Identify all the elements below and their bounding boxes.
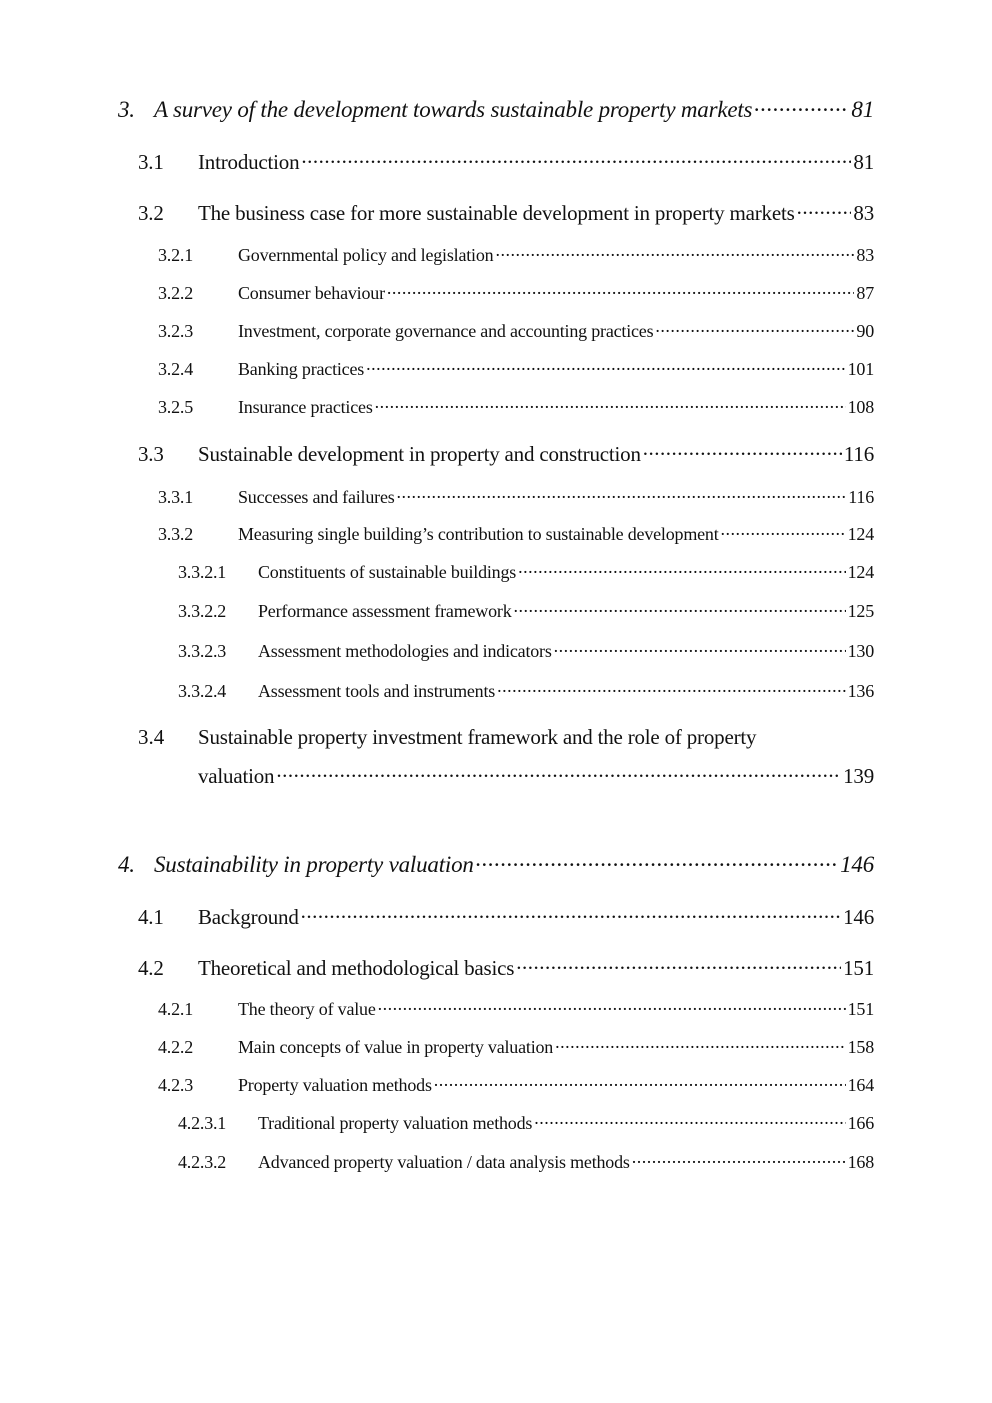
dot-leader — [301, 148, 851, 169]
entry-number: 3.3.2.1 — [178, 562, 227, 582]
entry-page: 130 — [847, 641, 874, 661]
entry-title: Advanced property valuation / data analysis methods — [258, 1152, 630, 1172]
entry-title: Assessment tools and instruments — [258, 681, 496, 701]
dot-leader — [797, 199, 852, 220]
toc-entry-3-3-1[interactable] — [158, 485, 874, 508]
toc-entry-3-3-2-4[interactable] — [178, 679, 874, 702]
entry-page: 81 — [851, 97, 874, 122]
entry-number: 4.1 — [138, 905, 164, 929]
entry-page: 158 — [847, 1037, 874, 1057]
entry-title: Successes and failures — [238, 487, 395, 507]
dot-leader — [721, 522, 846, 540]
dot-leader — [434, 1073, 846, 1091]
entry-title: Insurance practices — [238, 397, 373, 417]
dot-leader — [375, 395, 846, 413]
entry-number: 3.2.5 — [158, 397, 194, 417]
entry-page: 101 — [847, 359, 874, 379]
dot-leader — [497, 679, 846, 697]
entry-title: Property valuation methods — [238, 1075, 432, 1095]
dot-leader — [378, 997, 846, 1015]
entry-title: valuation — [198, 764, 275, 788]
dot-leader — [516, 954, 841, 975]
dot-leader — [643, 440, 842, 461]
entry-title: Introduction — [198, 150, 300, 174]
entry-number: 4.2.3 — [158, 1075, 194, 1095]
toc-entry-3-3-2-3[interactable] — [178, 639, 874, 662]
entry-number: 3.1 — [138, 150, 164, 174]
toc-entry-3-2-4[interactable] — [158, 357, 874, 380]
dot-leader — [555, 1035, 845, 1053]
entry-number: 4.2.2 — [158, 1037, 194, 1057]
entry-title: Measuring single building’s contribution to sustainable development — [238, 524, 719, 544]
entry-number: 3.3 — [138, 442, 164, 466]
entry-number: 3.3.2 — [158, 524, 194, 544]
toc-entry-3-3-2-2[interactable] — [178, 599, 874, 622]
dot-leader — [397, 485, 847, 503]
entry-page: 116 — [843, 442, 874, 466]
entry-number: 4. — [118, 852, 135, 877]
dot-leader — [495, 243, 854, 261]
entry-page: 151 — [843, 956, 874, 980]
toc-entry-chapter-4[interactable] — [118, 849, 874, 878]
entry-number: 3.2 — [138, 201, 164, 225]
toc-entry-chapter-3[interactable] — [118, 94, 874, 123]
entry-number: 3.2.1 — [158, 245, 194, 265]
dot-leader — [387, 281, 855, 299]
entry-title: A survey of the development towards sustainable property markets — [154, 97, 753, 122]
entry-page: 139 — [843, 764, 874, 788]
entry-page: 166 — [847, 1113, 874, 1133]
entry-page: 125 — [847, 601, 874, 621]
dot-leader — [301, 903, 841, 924]
entry-page: 168 — [847, 1152, 874, 1172]
entry-number: 4.2.3.1 — [178, 1113, 227, 1133]
entry-page: 164 — [847, 1075, 874, 1095]
toc-entry-3-2-1[interactable] — [158, 243, 874, 266]
toc-entry-3-4-number: 3.4 — [138, 725, 165, 749]
toc-entry-3-1[interactable] — [138, 148, 874, 175]
toc-entry-4-2-3[interactable] — [158, 1073, 874, 1096]
entry-title: Constituents of sustainable buildings — [258, 562, 517, 582]
entry-title: Assessment methodologies and indicators — [258, 641, 552, 661]
entry-title: Performance assessment framework — [258, 601, 512, 621]
entry-page: 83 — [856, 245, 874, 265]
entry-title: Traditional property valuation methods — [258, 1113, 533, 1133]
toc-entry-3-2-2[interactable] — [158, 281, 874, 304]
entry-page: 136 — [847, 681, 874, 701]
entry-title: The business case for more sustainable development in property markets — [198, 201, 795, 225]
toc-entry-4-2-2[interactable] — [158, 1035, 874, 1058]
dot-leader — [754, 94, 849, 117]
entry-page: 83 — [853, 201, 874, 225]
entry-page: 146 — [843, 905, 874, 929]
toc-entry-3-2-5[interactable] — [158, 395, 874, 418]
toc-entry-4-2-1[interactable] — [158, 997, 874, 1020]
toc-entry-3-4[interactable] — [198, 762, 874, 789]
toc-entry-3-2-3[interactable] — [158, 319, 874, 342]
entry-title: Sustainability in property valuation — [154, 852, 474, 877]
entry-number: 3.3.2.2 — [178, 601, 227, 621]
toc-entry-3-3-2[interactable] — [158, 522, 874, 545]
dot-leader — [366, 357, 846, 375]
entry-page: 116 — [848, 487, 874, 507]
dot-leader — [554, 639, 846, 657]
entry-number: 3.2.3 — [158, 321, 194, 341]
entry-page: 124 — [847, 562, 874, 582]
entry-title: Background — [198, 905, 299, 929]
entry-title: Main concepts of value in property valuation — [238, 1037, 554, 1057]
dot-leader — [632, 1150, 846, 1168]
entry-page: 108 — [847, 397, 874, 417]
entry-title: Sustainable development in property and construction — [198, 442, 641, 466]
entry-number: 3.3.1 — [158, 487, 194, 507]
entry-number: 3. — [118, 97, 135, 122]
entry-number: 3.2.4 — [158, 359, 194, 379]
dot-leader — [276, 762, 841, 783]
toc-entry-3-3-2-1[interactable] — [178, 560, 874, 583]
entry-title: Theoretical and methodological basics — [198, 956, 515, 980]
entry-number: 4.2.3.2 — [178, 1152, 227, 1172]
entry-page: 124 — [847, 524, 874, 544]
toc-entry-4-2-3-1[interactable] — [178, 1111, 874, 1134]
toc-entry-4-2-3-2[interactable] — [178, 1150, 874, 1173]
entry-page: 81 — [853, 150, 874, 174]
dot-leader — [514, 599, 846, 617]
entry-page: 146 — [840, 852, 874, 877]
toc-entry-3-3[interactable] — [138, 440, 874, 467]
entry-number: 3.3.2.3 — [178, 641, 227, 661]
entry-number: 4.2 — [138, 956, 164, 980]
entry-number: 3.2.2 — [158, 283, 194, 303]
toc-entry-4-1[interactable] — [138, 903, 874, 930]
entry-title: Investment, corporate governance and accounting practices — [238, 321, 654, 341]
toc-entry-4-2[interactable] — [138, 954, 874, 981]
dot-leader — [476, 849, 838, 872]
toc-entry-3-4-title-line1[interactable]: Sustainable property investment framework and the role of property — [198, 725, 757, 749]
entry-number: 3.3.2.4 — [178, 681, 227, 701]
entry-number: 4.2.1 — [158, 999, 194, 1019]
dot-leader — [534, 1111, 845, 1129]
entry-title: Banking practices — [238, 359, 365, 379]
entry-page: 90 — [856, 321, 874, 341]
entry-title: The theory of value — [238, 999, 376, 1019]
entry-title: Consumer behaviour — [238, 283, 385, 303]
entry-title: Governmental policy and legislation — [238, 245, 494, 265]
dot-leader — [518, 560, 846, 578]
toc-entry-3-2[interactable] — [138, 199, 874, 226]
entry-page: 151 — [847, 999, 874, 1019]
entry-page: 87 — [856, 283, 874, 303]
dot-leader — [655, 319, 854, 337]
